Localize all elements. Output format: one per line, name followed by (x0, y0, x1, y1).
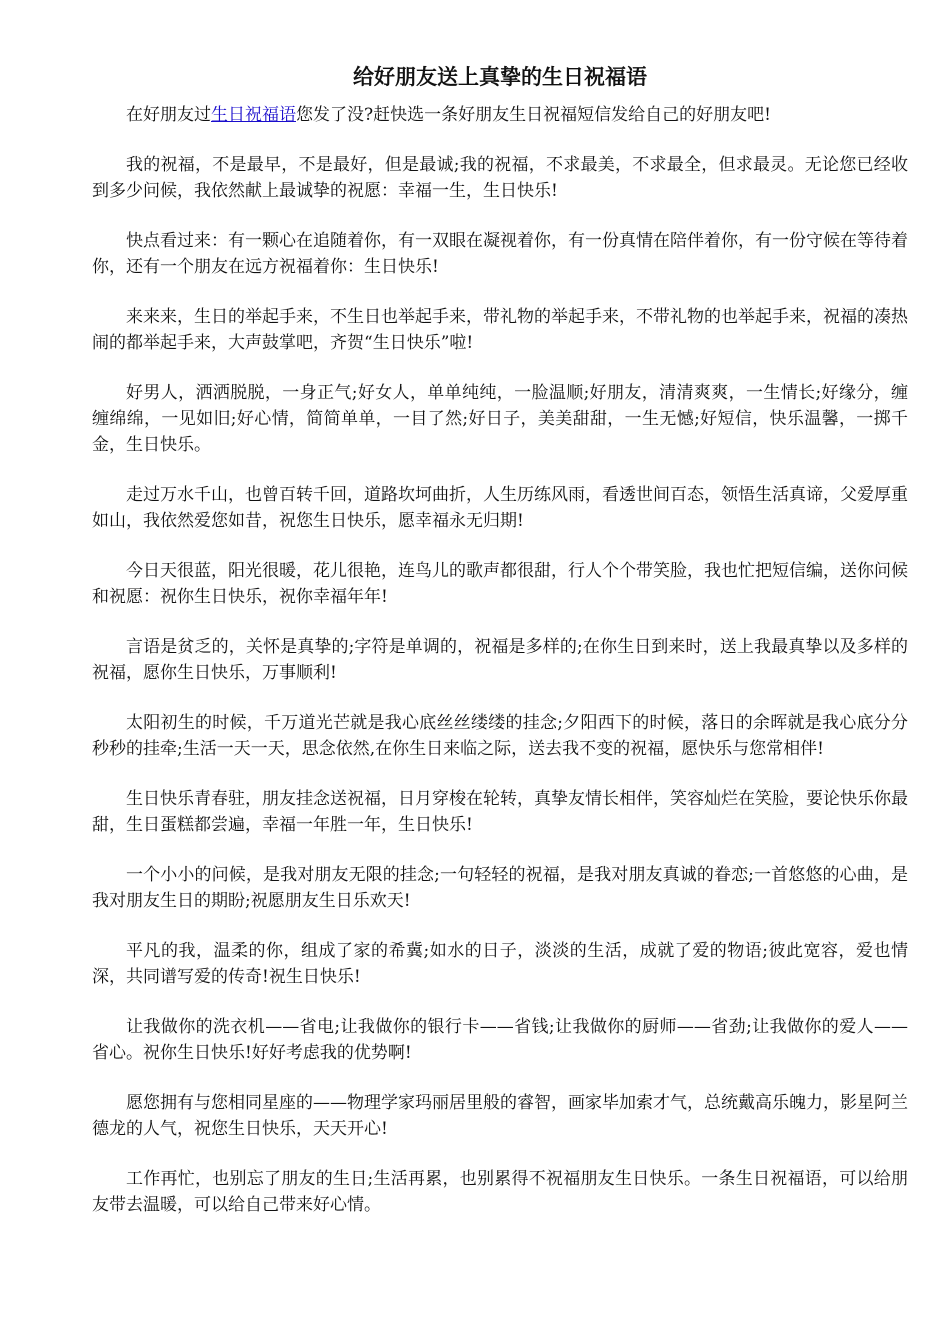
blessing-paragraph-3: 来来来，生日的举起手来，不生日也举起手来，带礼物的举起手来，不带礼物的也举起手来，祝福的凑热闹的都举起手来，大声鼓掌吧，齐贺“生日快乐”啦! (92, 307, 908, 353)
blessing-paragraph-6: 今日天很蓝，阳光很暖，花儿很艳，连鸟儿的歌声都很甜，行人个个带笑脸，我也忙把短信编，送你问候和祝愿：祝你生日快乐，祝你幸福年年! (92, 561, 908, 607)
blessing-paragraph-1: 我的祝福，不是最早，不是最好，但是最诚;我的祝福，不求最美，不求最全，但求最灵。无论您已经收到多少问候，我依然献上最诚挚的祝愿：幸福一生，生日快乐! (92, 155, 908, 201)
blessing-paragraph-4: 好男人，洒洒脱脱，一身正气;好女人，单单纯纯，一脸温顺;好朋友，清清爽爽，一生情长;好缘分，缠缠绵绵，一见如旧;好心情，简简单单，一目了然;好日子，美美甜甜，一生无憾;好短信，快乐温馨，一掷千金，生日快乐。 (92, 383, 908, 455)
page-title: 给好朋友送上真挚的生日祝福语 (353, 65, 647, 89)
blessing-paragraph-9: 生日快乐青春驻，朋友挂念送祝福，日月穿梭在轮转，真挚友情长相伴，笑容灿烂在笑脸，要论快乐你最甜，生日蛋糕都尝遍，幸福一年胜一年，生日快乐! (92, 789, 908, 835)
blessing-paragraph-13: 愿您拥有与您相同星座的——物理学家玛丽居里般的睿智，画家毕加索才气，总统戴高乐魄力，影星阿兰德龙的人气，祝您生日快乐，天天开心! (92, 1093, 908, 1139)
blessing-paragraph-5: 走过万水千山，也曾百转千回，道路坎坷曲折，人生历练风雨，看透世间百态，领悟生活真谛，父爱厚重如山，我依然爱您如昔，祝您生日快乐，愿幸福永无归期! (92, 485, 908, 531)
blessing-paragraph-2: 快点看过来：有一颗心在追随着你，有一双眼在凝视着你，有一份真情在陪伴着你，有一份守候在等待着你，还有一个朋友在远方祝福着你：生日快乐! (92, 231, 908, 277)
intro-paragraph (92, 102, 908, 128)
blessing-paragraph-7: 言语是贫乏的，关怀是真挚的;字符是单调的，祝福是多样的;在你生日到来时，送上我最真挚以及多样的祝福，愿你生日快乐，万事顺利! (92, 637, 908, 683)
blessing-paragraph-10: 一个小小的问候，是我对朋友无限的挂念;一句轻轻的祝福，是我对朋友真诚的眷恋;一首悠悠的心曲，是我对朋友生日的期盼;祝愿朋友生日乐欢天! (92, 865, 908, 911)
birthday-blessing-link[interactable]: 生日祝福语 (211, 105, 296, 125)
blessing-paragraph-14: 工作再忙，也别忘了朋友的生日;生活再累，也别累得不祝福朋友生日快乐。一条生日祝福语，可以给朋友带去温暖，可以给自己带来好心情。 (92, 1169, 908, 1215)
blessing-paragraph-11: 平凡的我，温柔的你，组成了家的希冀;如水的日子，淡淡的生活，成就了爱的物语;彼此宽容，爱也情深，共同谱写爱的传奇!祝生日快乐! (92, 941, 908, 987)
intro-text-after: 您发了没?赶快选一条好朋友生日祝福短信发给自己的好朋友吧! (296, 105, 771, 125)
blessing-paragraph-8: 太阳初生的时候，千万道光芒就是我心底丝丝缕缕的挂念;夕阳西下的时候，落日的余晖就是我心底分分秒秒的挂牵;生活一天一天，思念依然,在你生日来临之际，送去我不变的祝福，愿快乐与您常相伴! (92, 713, 908, 759)
document-page (92, 62, 908, 1242)
blessing-paragraph-12: 让我做你的洗衣机——省电;让我做你的银行卡——省钱;让我做你的厨师——省劲;让我做你的爱人——省心。祝你生日快乐!好好考虑我的优势啊! (92, 1017, 908, 1063)
intro-text-before: 在好朋友过 (126, 105, 211, 125)
